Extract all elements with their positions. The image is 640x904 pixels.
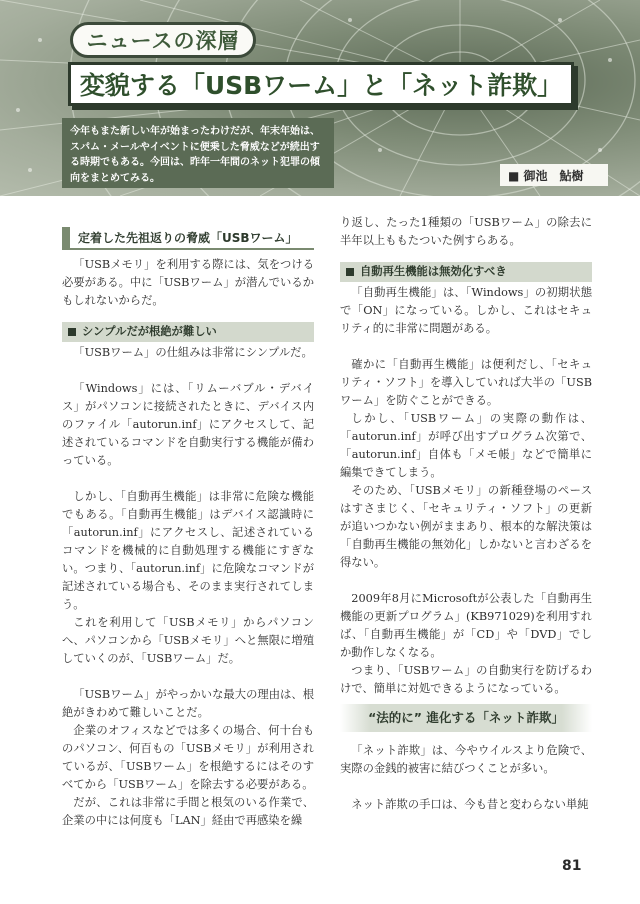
lead-paragraph: 今年もまた新しい年が始まったわけだが、年末年始は、スパム・メールやイベントに便乗した脅威などが続出する時期でもある。今回は、昨年一年間のネット犯罪の傾向をまとめてみる。 [62, 118, 334, 188]
section-heading-usb-worm [62, 228, 314, 250]
paragraph: だが、これは非常に手間と根気のいる作業で、企業の中には何度も「LAN」経由で再感染を繰 [62, 796, 314, 827]
subheading-text: シンプルだが根絶が難しい [82, 325, 217, 338]
subheading-simple [62, 322, 314, 342]
paragraph: ネット詐欺の手口は、今も昔と変わらない単純 [351, 798, 589, 811]
heading-bar-icon [62, 227, 70, 249]
section-heading-net-fraud [340, 704, 592, 732]
paragraph: 「ネット詐欺」は、今やウイルスより危険で、実際の金銭的被害に結びつくことが多い。 [340, 744, 592, 775]
article-title-box [68, 62, 574, 106]
paragraph: しかし、「自動再生機能」は非常に危険な機能でもある。「自動再生機能」はデバイス認識時に「autorun.inf」にアクセスし、記述されているコマンドを機械的に自動処理する機能にすぎない。つまり、「autorun.inf」に危険なコマンドが記述されている場合も、そのまま実行されてしまう。 [62, 490, 314, 611]
square-bullet-icon [68, 328, 76, 336]
header-banner [0, 0, 640, 196]
paragraph: そのため、「USBメモリ」の新種登場のペースはすさまじく、「セキュリティ・ソフト」の更新が追いつかない例がままあり、根本的な解決策は「自動再生機能の無効化」しかないと言わざるを得ない。 [340, 484, 592, 569]
section-heading-text: 定着した先祖返りの脅威「USBワーム」 [78, 231, 298, 245]
paragraph: 「USBメモリ」を利用する際には、気をつける必要がある。中に「USBワーム」が潜んでいるかもしれないからだ。 [62, 258, 314, 307]
paragraph: り返し、たった1種類の「USBワーム」の除去に半年以上ももたついた例すらある。 [340, 216, 592, 247]
section-tag-label: ニュースの深層 [86, 29, 240, 53]
paragraph: これを利用して「USBメモリ」からパソコンへ、パソコンから「USBメモリ」へと無限に増殖していくのが、「USBワーム」だ。 [62, 616, 314, 665]
paragraph: 「USBワーム」の仕組みは非常にシンプルだ。 [73, 346, 313, 359]
paragraph: 「自動再生機能」は、「Windows」の初期状態で「ON」になっている。しかし、これはセキュリティ的に非常に問題がある。 [340, 286, 592, 335]
paragraph: 「USBワーム」がやっかいな最大の理由は、根絶がきわめて難しいことだ。 [62, 688, 314, 719]
section-tag [70, 22, 256, 58]
paragraph: 確かに「自動再生機能」は便利だし、「セキュリティ・ソフト」を導入していれば大半の「USBワーム」を防ぐことができる。 [340, 358, 592, 407]
paragraph: 2009年8月にMicrosoftが公表した「自動再生機能の更新プログラム」(KB971029)を利用すれば、「自動再生機能」が「CD」や「DVD」でしか動作しなくなる。 [340, 592, 592, 659]
section-heading-text: “法的に” 進化する「ネット詐欺」 [368, 710, 564, 725]
right-column [340, 214, 592, 814]
subheading-autoplay [340, 262, 592, 282]
article-title: 変貌する「USBワーム」と「ネット詐欺」 [79, 71, 563, 100]
page-number: 81 [562, 858, 582, 874]
author-name: ■ 御池 鮎樹 [500, 164, 608, 186]
paragraph: 企業のオフィスなどでは多くの場合、何十台ものパソコン、何百もの「USBメモリ」が利用されているが、「USBワーム」を根絶するにはそのすべてから「USBワーム」を除去する必要がある。 [62, 724, 314, 791]
square-bullet-icon [346, 268, 354, 276]
paragraph: 「Windows」には、「リムーバブル・デバイス」がパソコンに接続されたときに、デバイス内のファイル「autorun.inf」にアクセスして、記述されているコマンドを自動実行する機能が備わっている。 [62, 382, 314, 467]
paragraph: つまり、「USBワーム」の自動実行を防げるわけで、簡単に対処できるようになっている。 [340, 664, 592, 695]
left-column [62, 222, 314, 830]
subheading-text: 自動再生機能は無効化すべき [360, 265, 507, 278]
paragraph: しかし、「USBワーム」の実際の動作は、「autorun.inf」が呼び出すプログラム次第で、「autorun.inf」自体も「メモ帳」などで簡単に編集できてしまう。 [340, 412, 592, 479]
